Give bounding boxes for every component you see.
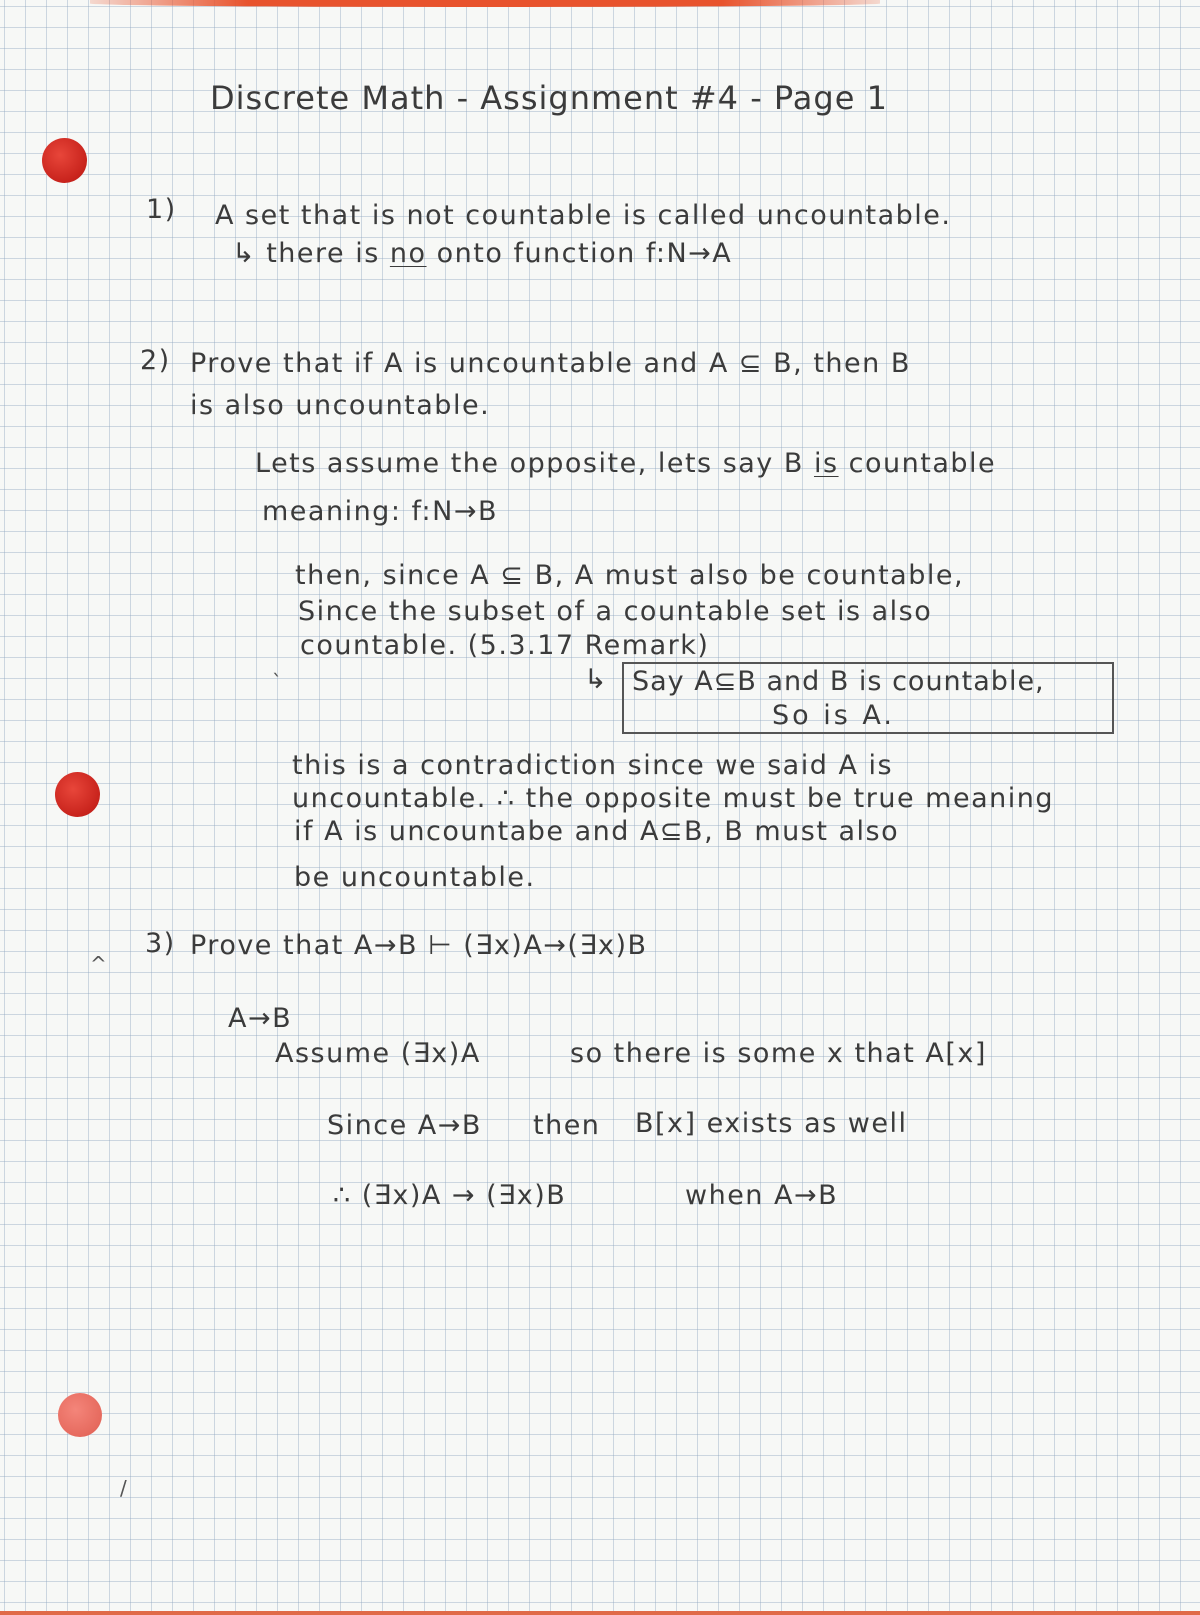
q3-assume-note: so there is some x that A[x] xyxy=(570,1038,987,1069)
q1-line2-prefix: ↳ there is xyxy=(232,238,380,269)
page-title: Discrete Math - Assignment #4 - Page 1 xyxy=(210,79,888,117)
q3-statement: Prove that A→B ⊢ (∃x)A→(∃x)B xyxy=(190,930,648,961)
q3-since-note: B[x] exists as well xyxy=(635,1108,908,1139)
binder-hole-top xyxy=(42,138,87,183)
q3-since: Since A→B xyxy=(327,1110,482,1141)
remark-line1: Say A⊆B and B is countable, xyxy=(632,666,1045,697)
q2-number: 2) xyxy=(140,345,171,376)
q1-line2-underlined: no xyxy=(389,238,427,269)
q2-line1: Prove that if A is uncountable and A ⊆ B, then B xyxy=(190,348,911,379)
stray-mark: / xyxy=(120,1476,127,1500)
q1-line1: A set that is not countable is called uncountable. xyxy=(215,200,952,231)
q2-proof-line1 xyxy=(255,448,996,480)
q2-proof-line1-suffix: countable xyxy=(848,448,997,479)
q1-line2 xyxy=(232,238,732,270)
q2-proof-p3-line1: this is a contradiction since we said A is xyxy=(292,750,894,781)
q3-conclusion-note: when A→B xyxy=(685,1180,839,1211)
q1-line2-suffix: onto function f:N→A xyxy=(436,238,733,269)
stray-mark: ^ xyxy=(90,952,107,976)
q2-proof-p2-line1: then, since A ⊆ B, A must also be countable, xyxy=(295,560,965,591)
remark-arrow: ↳ xyxy=(584,664,609,695)
q2-line2: is also uncountable. xyxy=(190,390,491,421)
binder-hole-bottom xyxy=(58,1393,102,1437)
q2-proof-p2-line2: Since the subset of a countable set is also xyxy=(298,596,933,627)
q3-assume: Assume (∃x)A xyxy=(275,1038,481,1069)
red-margin-strip xyxy=(90,0,880,7)
q3-conclusion: ∴ (∃x)A → (∃x)B xyxy=(333,1180,567,1211)
remark-box xyxy=(622,662,1114,734)
q2-proof-line2: meaning: f:N→B xyxy=(262,496,498,527)
stray-mark: ` xyxy=(272,670,282,694)
q3-premise: A→B xyxy=(228,1003,293,1034)
q2-proof-line1-underlined: is xyxy=(813,448,839,479)
q2-proof-p3-line4: be uncountable. xyxy=(294,862,536,893)
q2-proof-p2-line3: countable. (5.3.17 Remark) xyxy=(300,630,710,661)
binder-hole-middle xyxy=(55,772,100,817)
remark-line2: So is A. xyxy=(772,700,895,731)
q2-proof-line1-prefix: Lets assume the opposite, lets say B xyxy=(255,448,804,479)
bottom-margin-strip xyxy=(0,1611,1200,1615)
q2-proof-p3-line3: if A is uncountabe and A⊆B, B must also xyxy=(294,816,900,847)
q1-number: 1) xyxy=(146,194,177,225)
q2-proof-p3-line2: uncountable. ∴ the opposite must be true meaning xyxy=(292,783,1054,814)
q3-number: 3) xyxy=(145,928,176,959)
q3-since-then: then xyxy=(533,1110,601,1141)
